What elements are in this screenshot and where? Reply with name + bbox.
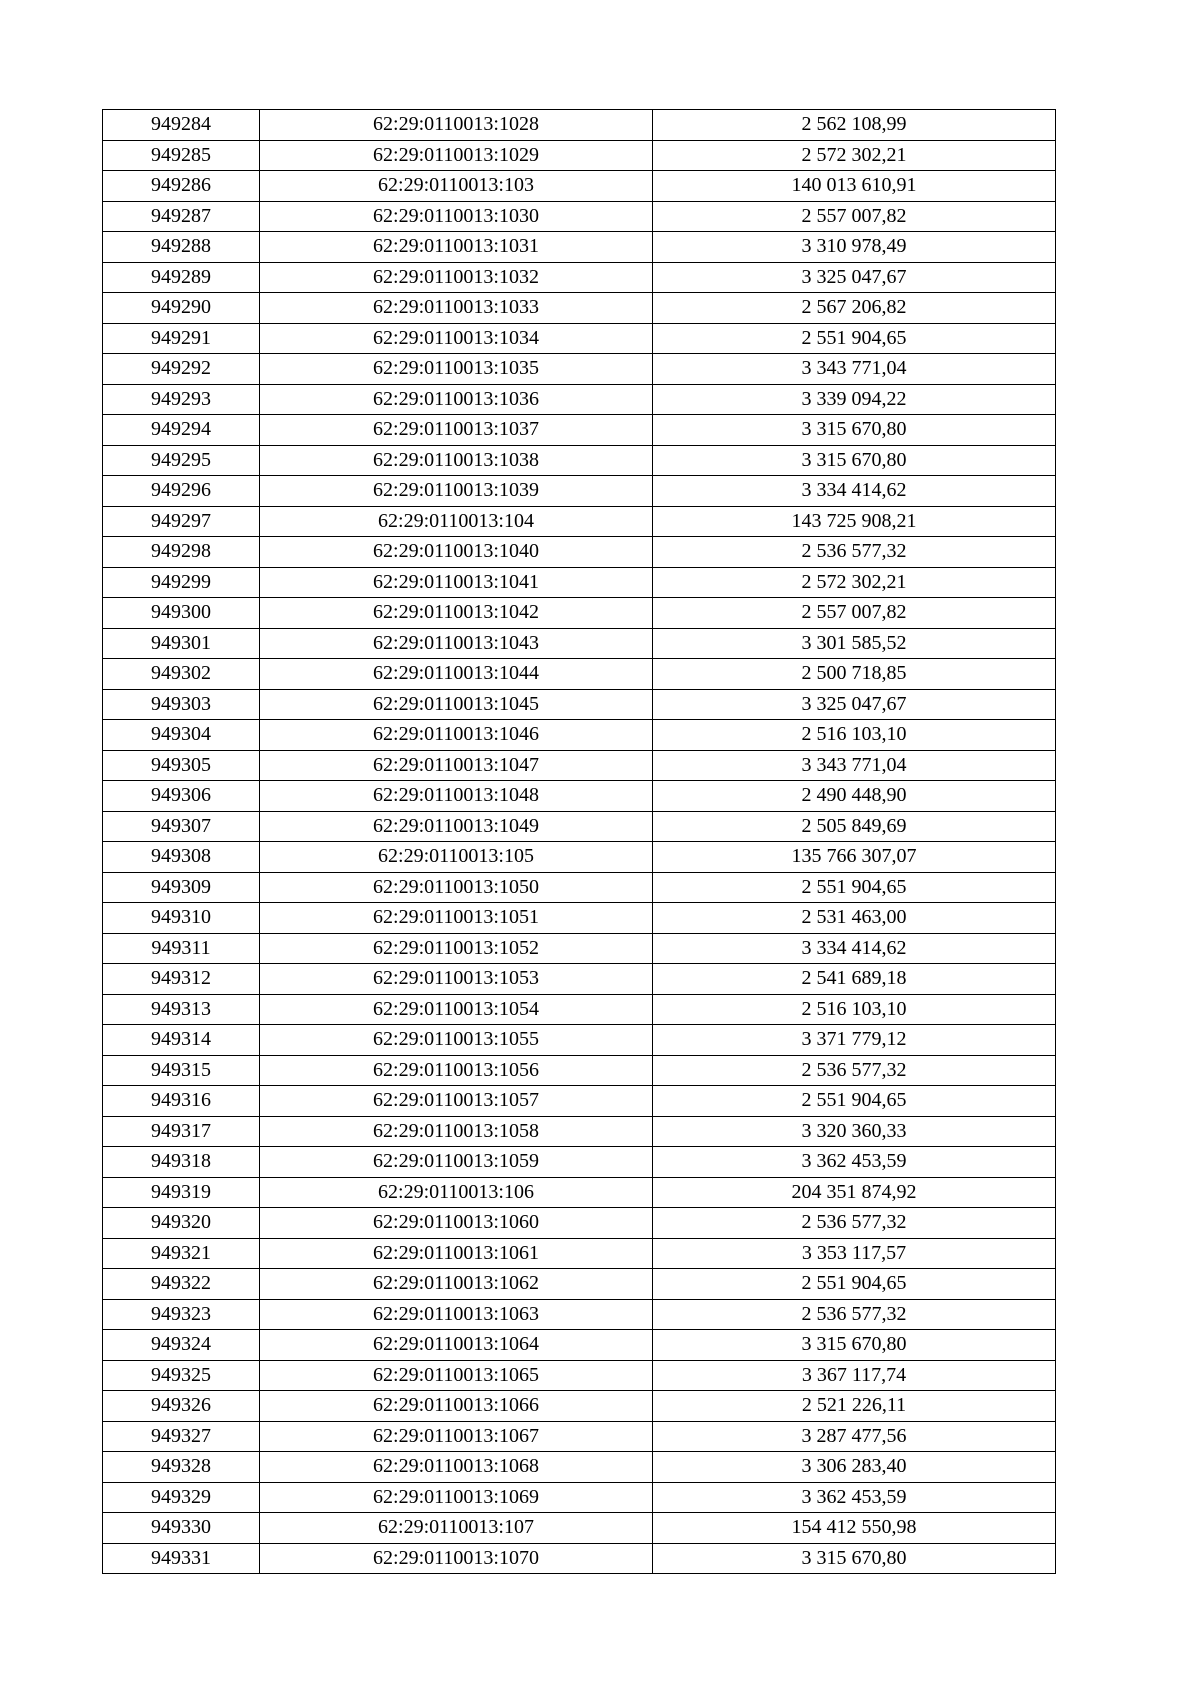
cadastral-number-cell: 62:29:0110013:103 bbox=[260, 171, 653, 202]
row-id-cell: 949313 bbox=[103, 994, 260, 1025]
cadastral-number-cell: 62:29:0110013:1030 bbox=[260, 201, 653, 232]
cadastral-number-cell: 62:29:0110013:1033 bbox=[260, 293, 653, 324]
row-id-cell: 949299 bbox=[103, 567, 260, 598]
row-id-cell: 949289 bbox=[103, 262, 260, 293]
cadastral-value-cell: 3 334 414,62 bbox=[653, 933, 1056, 964]
cadastral-value-cell: 3 315 670,80 bbox=[653, 1330, 1056, 1361]
cadastral-number-cell: 62:29:0110013:1044 bbox=[260, 659, 653, 690]
table-row bbox=[103, 476, 1056, 507]
cadastral-value-cell: 2 500 718,85 bbox=[653, 659, 1056, 690]
cadastral-number-cell: 62:29:0110013:1055 bbox=[260, 1025, 653, 1056]
row-id-cell: 949284 bbox=[103, 110, 260, 141]
row-id-cell: 949330 bbox=[103, 1513, 260, 1544]
table-row bbox=[103, 384, 1056, 415]
cadastral-number-cell: 62:29:0110013:1059 bbox=[260, 1147, 653, 1178]
row-id-cell: 949315 bbox=[103, 1055, 260, 1086]
cadastral-value-cell: 2 551 904,65 bbox=[653, 1086, 1056, 1117]
cadastral-number-cell: 62:29:0110013:1053 bbox=[260, 964, 653, 995]
cadastral-number-cell: 62:29:0110013:1049 bbox=[260, 811, 653, 842]
table-row bbox=[103, 110, 1056, 141]
cadastral-value-cell: 2 536 577,32 bbox=[653, 1299, 1056, 1330]
row-id-cell: 949302 bbox=[103, 659, 260, 690]
cadastral-value-cell: 154 412 550,98 bbox=[653, 1513, 1056, 1544]
cadastral-value-cell: 2 572 302,21 bbox=[653, 567, 1056, 598]
cadastral-number-cell: 62:29:0110013:105 bbox=[260, 842, 653, 873]
cadastral-value-cell: 2 562 108,99 bbox=[653, 110, 1056, 141]
row-id-cell: 949287 bbox=[103, 201, 260, 232]
cadastral-number-cell: 62:29:0110013:1066 bbox=[260, 1391, 653, 1422]
cadastral-number-cell: 62:29:0110013:1058 bbox=[260, 1116, 653, 1147]
cadastral-number-cell: 62:29:0110013:1029 bbox=[260, 140, 653, 171]
table-row bbox=[103, 1177, 1056, 1208]
row-id-cell: 949331 bbox=[103, 1543, 260, 1574]
row-id-cell: 949303 bbox=[103, 689, 260, 720]
cadastral-value-cell: 3 320 360,33 bbox=[653, 1116, 1056, 1147]
row-id-cell: 949290 bbox=[103, 293, 260, 324]
cadastral-value-cell: 2 557 007,82 bbox=[653, 201, 1056, 232]
table-row bbox=[103, 628, 1056, 659]
table-row bbox=[103, 171, 1056, 202]
cadastral-value-cell: 2 551 904,65 bbox=[653, 1269, 1056, 1300]
row-id-cell: 949326 bbox=[103, 1391, 260, 1422]
cadastral-value-cell: 3 306 283,40 bbox=[653, 1452, 1056, 1483]
cadastral-number-cell: 62:29:0110013:1067 bbox=[260, 1421, 653, 1452]
cadastral-number-cell: 62:29:0110013:1060 bbox=[260, 1208, 653, 1239]
cadastral-value-cell: 3 325 047,67 bbox=[653, 262, 1056, 293]
row-id-cell: 949293 bbox=[103, 384, 260, 415]
cadastral-value-cell: 2 490 448,90 bbox=[653, 781, 1056, 812]
table-row bbox=[103, 1391, 1056, 1422]
row-id-cell: 949328 bbox=[103, 1452, 260, 1483]
cadastral-number-cell: 62:29:0110013:1051 bbox=[260, 903, 653, 934]
table-row bbox=[103, 262, 1056, 293]
table-row bbox=[103, 293, 1056, 324]
cadastral-value-cell: 135 766 307,07 bbox=[653, 842, 1056, 873]
row-id-cell: 949312 bbox=[103, 964, 260, 995]
table-row bbox=[103, 201, 1056, 232]
table-row bbox=[103, 811, 1056, 842]
cadastral-number-cell: 62:29:0110013:1065 bbox=[260, 1360, 653, 1391]
cadastral-number-cell: 62:29:0110013:1064 bbox=[260, 1330, 653, 1361]
cadastral-value-cell: 2 505 849,69 bbox=[653, 811, 1056, 842]
table-row bbox=[103, 1543, 1056, 1574]
row-id-cell: 949325 bbox=[103, 1360, 260, 1391]
cadastral-number-cell: 62:29:0110013:1054 bbox=[260, 994, 653, 1025]
table-row bbox=[103, 1208, 1056, 1239]
row-id-cell: 949305 bbox=[103, 750, 260, 781]
cadastral-value-cell: 2 516 103,10 bbox=[653, 994, 1056, 1025]
cadastral-number-cell: 62:29:0110013:1035 bbox=[260, 354, 653, 385]
table-row bbox=[103, 537, 1056, 568]
cadastral-number-cell: 62:29:0110013:106 bbox=[260, 1177, 653, 1208]
cadastral-number-cell: 62:29:0110013:1028 bbox=[260, 110, 653, 141]
cadastral-number-cell: 62:29:0110013:1042 bbox=[260, 598, 653, 629]
cadastral-value-cell: 3 367 117,74 bbox=[653, 1360, 1056, 1391]
table-row bbox=[103, 872, 1056, 903]
table-row bbox=[103, 842, 1056, 873]
cadastral-value-cell: 3 315 670,80 bbox=[653, 415, 1056, 446]
cadastral-number-cell: 62:29:0110013:1045 bbox=[260, 689, 653, 720]
row-id-cell: 949288 bbox=[103, 232, 260, 263]
table-row bbox=[103, 781, 1056, 812]
cadastral-number-cell: 62:29:0110013:1032 bbox=[260, 262, 653, 293]
row-id-cell: 949296 bbox=[103, 476, 260, 507]
cadastral-number-cell: 62:29:0110013:1056 bbox=[260, 1055, 653, 1086]
table-row bbox=[103, 445, 1056, 476]
table-row bbox=[103, 1513, 1056, 1544]
row-id-cell: 949308 bbox=[103, 842, 260, 873]
cadastral-number-cell: 62:29:0110013:1038 bbox=[260, 445, 653, 476]
cadastral-value-cell: 3 362 453,59 bbox=[653, 1147, 1056, 1178]
cadastral-number-cell: 62:29:0110013:1036 bbox=[260, 384, 653, 415]
cadastral-value-cell: 2 536 577,32 bbox=[653, 537, 1056, 568]
row-id-cell: 949310 bbox=[103, 903, 260, 934]
cadastral-number-cell: 62:29:0110013:1068 bbox=[260, 1452, 653, 1483]
table-row bbox=[103, 720, 1056, 751]
table-row bbox=[103, 232, 1056, 263]
row-id-cell: 949300 bbox=[103, 598, 260, 629]
cadastral-value-cell: 2 536 577,32 bbox=[653, 1208, 1056, 1239]
row-id-cell: 949295 bbox=[103, 445, 260, 476]
table-row bbox=[103, 1452, 1056, 1483]
cadastral-value-cell: 2 551 904,65 bbox=[653, 323, 1056, 354]
row-id-cell: 949292 bbox=[103, 354, 260, 385]
row-id-cell: 949318 bbox=[103, 1147, 260, 1178]
table-body bbox=[103, 110, 1056, 1574]
table-row bbox=[103, 1299, 1056, 1330]
cadastral-value-cell: 2 521 226,11 bbox=[653, 1391, 1056, 1422]
cadastral-number-cell: 62:29:0110013:1052 bbox=[260, 933, 653, 964]
row-id-cell: 949320 bbox=[103, 1208, 260, 1239]
cadastral-value-cell: 2 516 103,10 bbox=[653, 720, 1056, 751]
row-id-cell: 949301 bbox=[103, 628, 260, 659]
cadastral-number-cell: 62:29:0110013:1034 bbox=[260, 323, 653, 354]
cadastral-value-cell: 3 339 094,22 bbox=[653, 384, 1056, 415]
row-id-cell: 949311 bbox=[103, 933, 260, 964]
cadastral-number-cell: 62:29:0110013:1043 bbox=[260, 628, 653, 659]
cadastral-number-cell: 62:29:0110013:1047 bbox=[260, 750, 653, 781]
row-id-cell: 949297 bbox=[103, 506, 260, 537]
cadastral-number-cell: 62:29:0110013:1069 bbox=[260, 1482, 653, 1513]
row-id-cell: 949317 bbox=[103, 1116, 260, 1147]
table-row bbox=[103, 1238, 1056, 1269]
cadastral-number-cell: 62:29:0110013:1070 bbox=[260, 1543, 653, 1574]
row-id-cell: 949314 bbox=[103, 1025, 260, 1056]
table-row bbox=[103, 750, 1056, 781]
row-id-cell: 949329 bbox=[103, 1482, 260, 1513]
row-id-cell: 949304 bbox=[103, 720, 260, 751]
table-row bbox=[103, 1025, 1056, 1056]
table-row bbox=[103, 1482, 1056, 1513]
cadastral-value-cell: 3 343 771,04 bbox=[653, 354, 1056, 385]
cadastral-number-cell: 62:29:0110013:1048 bbox=[260, 781, 653, 812]
row-id-cell: 949322 bbox=[103, 1269, 260, 1300]
cadastral-value-table bbox=[102, 109, 1056, 1574]
row-id-cell: 949321 bbox=[103, 1238, 260, 1269]
row-id-cell: 949323 bbox=[103, 1299, 260, 1330]
cadastral-value-cell: 2 572 302,21 bbox=[653, 140, 1056, 171]
row-id-cell: 949319 bbox=[103, 1177, 260, 1208]
table-row bbox=[103, 1360, 1056, 1391]
cadastral-value-cell: 140 013 610,91 bbox=[653, 171, 1056, 202]
table-row bbox=[103, 598, 1056, 629]
table-row bbox=[103, 1086, 1056, 1117]
cadastral-value-cell: 3 315 670,80 bbox=[653, 445, 1056, 476]
table-row bbox=[103, 140, 1056, 171]
row-id-cell: 949327 bbox=[103, 1421, 260, 1452]
cadastral-number-cell: 62:29:0110013:1037 bbox=[260, 415, 653, 446]
table-row bbox=[103, 994, 1056, 1025]
cadastral-value-cell: 3 287 477,56 bbox=[653, 1421, 1056, 1452]
row-id-cell: 949285 bbox=[103, 140, 260, 171]
cadastral-number-cell: 62:29:0110013:1041 bbox=[260, 567, 653, 598]
table-row bbox=[103, 354, 1056, 385]
table-row bbox=[103, 415, 1056, 446]
row-id-cell: 949306 bbox=[103, 781, 260, 812]
cadastral-value-cell: 3 325 047,67 bbox=[653, 689, 1056, 720]
row-id-cell: 949324 bbox=[103, 1330, 260, 1361]
cadastral-value-cell: 2 557 007,82 bbox=[653, 598, 1056, 629]
cadastral-value-cell: 3 353 117,57 bbox=[653, 1238, 1056, 1269]
cadastral-number-cell: 62:29:0110013:1050 bbox=[260, 872, 653, 903]
cadastral-value-cell: 2 541 689,18 bbox=[653, 964, 1056, 995]
cadastral-number-cell: 62:29:0110013:1031 bbox=[260, 232, 653, 263]
row-id-cell: 949291 bbox=[103, 323, 260, 354]
cadastral-number-cell: 62:29:0110013:1057 bbox=[260, 1086, 653, 1117]
table-row bbox=[103, 1055, 1056, 1086]
row-id-cell: 949298 bbox=[103, 537, 260, 568]
table-row bbox=[103, 506, 1056, 537]
cadastral-value-cell: 3 334 414,62 bbox=[653, 476, 1056, 507]
table-row bbox=[103, 1116, 1056, 1147]
row-id-cell: 949286 bbox=[103, 171, 260, 202]
cadastral-value-cell: 2 551 904,65 bbox=[653, 872, 1056, 903]
row-id-cell: 949307 bbox=[103, 811, 260, 842]
row-id-cell: 949316 bbox=[103, 1086, 260, 1117]
cadastral-value-cell: 3 343 771,04 bbox=[653, 750, 1056, 781]
table-row bbox=[103, 1330, 1056, 1361]
table-row bbox=[103, 1269, 1056, 1300]
cadastral-value-cell: 204 351 874,92 bbox=[653, 1177, 1056, 1208]
cadastral-value-cell: 3 371 779,12 bbox=[653, 1025, 1056, 1056]
cadastral-number-cell: 62:29:0110013:1040 bbox=[260, 537, 653, 568]
cadastral-value-cell: 3 315 670,80 bbox=[653, 1543, 1056, 1574]
table-row bbox=[103, 903, 1056, 934]
row-id-cell: 949309 bbox=[103, 872, 260, 903]
cadastral-value-cell: 3 362 453,59 bbox=[653, 1482, 1056, 1513]
table-row bbox=[103, 567, 1056, 598]
table-row bbox=[103, 1147, 1056, 1178]
cadastral-number-cell: 62:29:0110013:107 bbox=[260, 1513, 653, 1544]
table-row bbox=[103, 689, 1056, 720]
cadastral-value-cell: 2 567 206,82 bbox=[653, 293, 1056, 324]
cadastral-value-cell: 2 531 463,00 bbox=[653, 903, 1056, 934]
table-row bbox=[103, 933, 1056, 964]
table-row bbox=[103, 659, 1056, 690]
row-id-cell: 949294 bbox=[103, 415, 260, 446]
cadastral-value-cell: 3 301 585,52 bbox=[653, 628, 1056, 659]
cadastral-number-cell: 62:29:0110013:1062 bbox=[260, 1269, 653, 1300]
cadastral-value-cell: 143 725 908,21 bbox=[653, 506, 1056, 537]
table-row bbox=[103, 964, 1056, 995]
cadastral-number-cell: 62:29:0110013:104 bbox=[260, 506, 653, 537]
table-row bbox=[103, 323, 1056, 354]
cadastral-number-cell: 62:29:0110013:1046 bbox=[260, 720, 653, 751]
cadastral-number-cell: 62:29:0110013:1063 bbox=[260, 1299, 653, 1330]
cadastral-value-cell: 2 536 577,32 bbox=[653, 1055, 1056, 1086]
cadastral-number-cell: 62:29:0110013:1061 bbox=[260, 1238, 653, 1269]
cadastral-number-cell: 62:29:0110013:1039 bbox=[260, 476, 653, 507]
table-row bbox=[103, 1421, 1056, 1452]
cadastral-value-cell: 3 310 978,49 bbox=[653, 232, 1056, 263]
